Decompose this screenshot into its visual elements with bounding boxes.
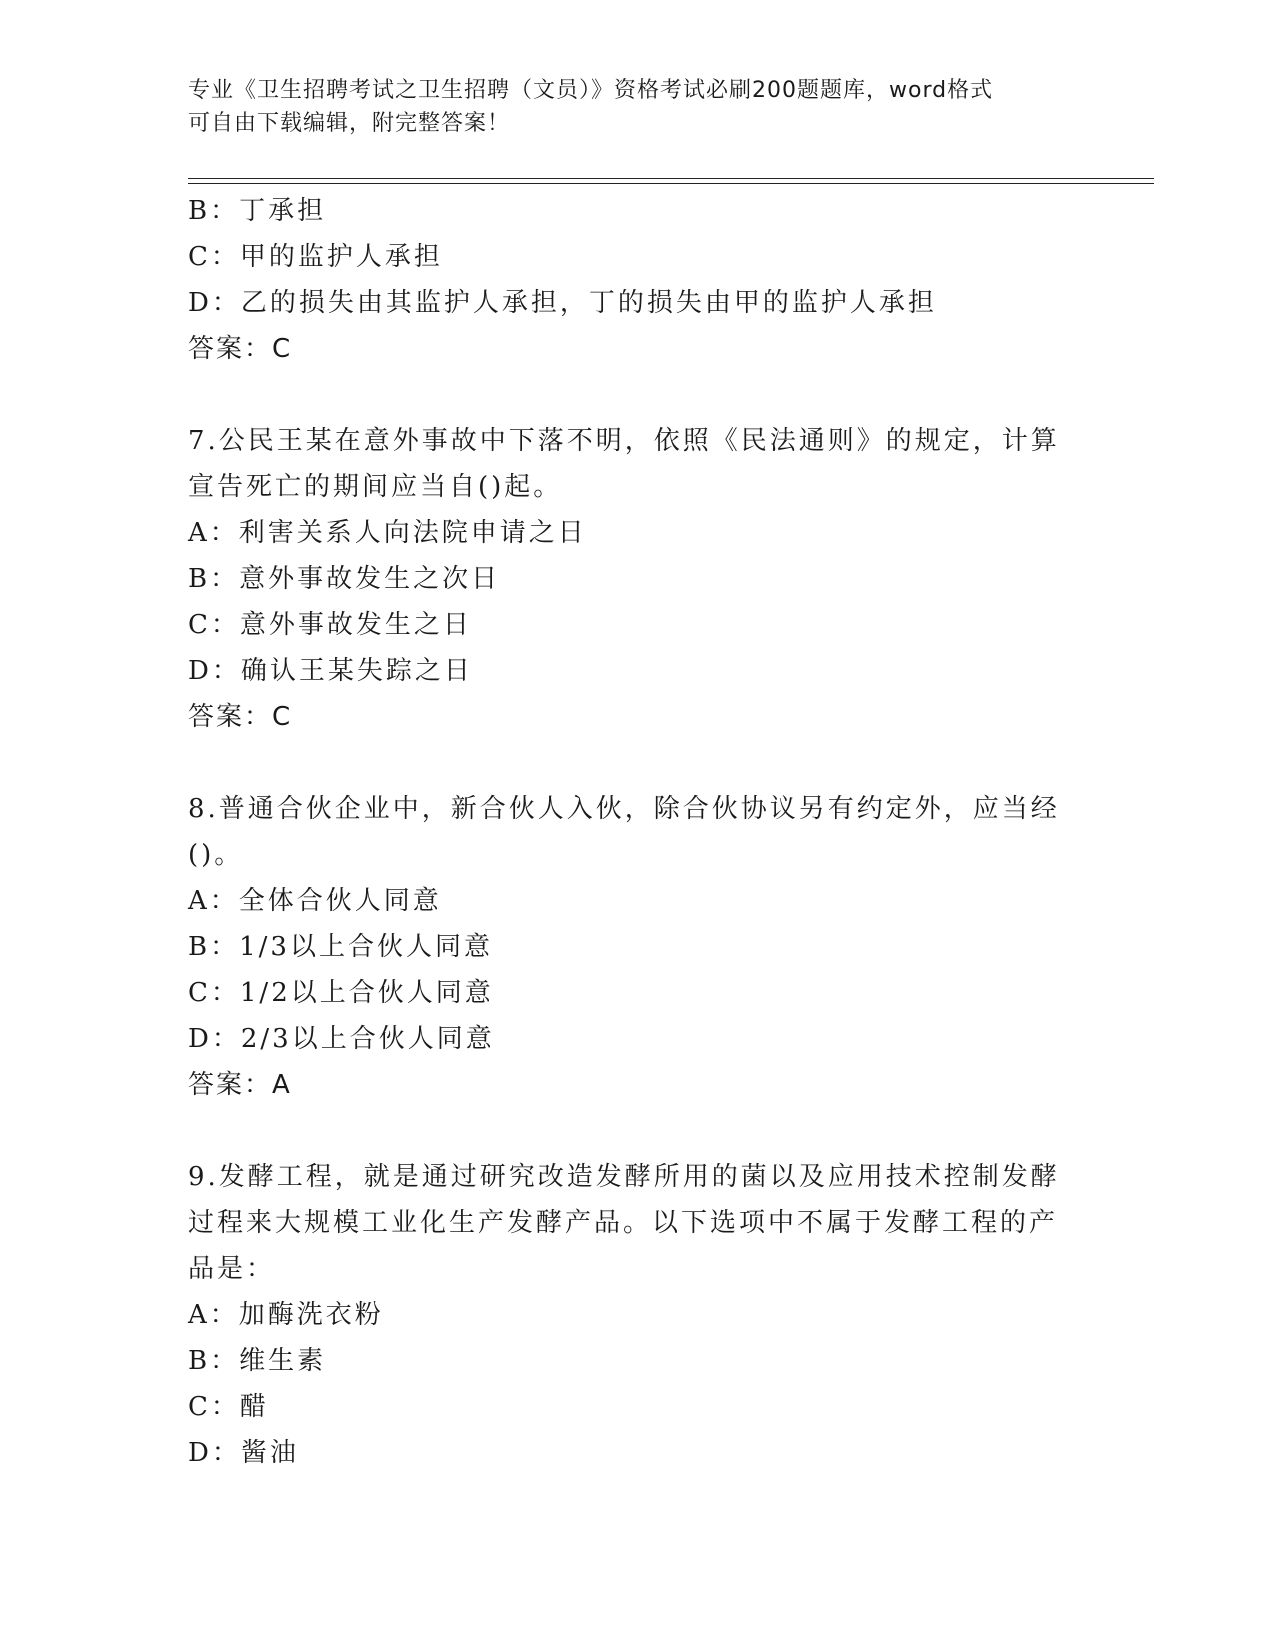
question-text-line-1: 9.发酵工程，就是通过研究改造发酵所用的菌以及应用技术控制发酵	[188, 1162, 1060, 1192]
question-text-line-2: 宣告死亡的期间应当自()起。	[188, 472, 563, 502]
option-b: B：丁承担	[188, 196, 327, 226]
question-block-9	[188, 1154, 1068, 1476]
question-text-line-1: 7.公民王某在意外事故中下落不明，依照《民法通则》的规定，计算	[188, 426, 1060, 456]
question-block-7	[188, 418, 1068, 740]
question-text-line-2: ()。	[188, 840, 244, 870]
option-b: B：1/3以上合伙人同意	[188, 932, 493, 962]
document-header	[188, 74, 1068, 140]
option-d: D：确认王某失踪之日	[188, 656, 473, 686]
spacer	[188, 740, 1068, 786]
question-list	[188, 188, 1068, 1476]
header-divider-top	[188, 178, 1154, 179]
option-d: D：酱油	[188, 1438, 299, 1468]
option-d: D：2/3以上合伙人同意	[188, 1024, 495, 1054]
spacer	[188, 1108, 1068, 1154]
option-a: A：利害关系人向法院申请之日	[188, 518, 587, 548]
option-c: C：1/2以上合伙人同意	[188, 978, 494, 1008]
option-d: D：乙的损失由其监护人承担，丁的损失由甲的监护人承担	[188, 288, 937, 318]
header-title-line-2: 可自由下载编辑，附完整答案！	[188, 111, 511, 136]
answer-line: 答案：A	[188, 1070, 292, 1100]
header-divider-bottom	[188, 183, 1154, 184]
question-text-line-1: 8.普通合伙企业中，新合伙人入伙，除合伙协议另有约定外，应当经	[188, 794, 1060, 824]
question-block-8	[188, 786, 1068, 1108]
spacer	[188, 372, 1068, 418]
question-block-6	[188, 188, 1068, 372]
header-title-line-1: 专业《卫生招聘考试之卫生招聘（文员）》资格考试必刷200题题库，word格式	[188, 78, 994, 103]
question-text-line-2: 过程来大规模工业化生产发酵产品。以下选项中不属于发酵工程的产	[188, 1208, 1059, 1238]
answer-line: 答案：C	[188, 334, 293, 364]
option-a: A：加酶洗衣粉	[188, 1300, 384, 1330]
option-a: A：全体合伙人同意	[188, 886, 442, 916]
option-c: C：甲的监护人承担	[188, 242, 443, 272]
option-b: B：维生素	[188, 1346, 327, 1376]
option-c: C：醋	[188, 1392, 269, 1422]
answer-line: 答案：C	[188, 702, 293, 732]
option-c: C：意外事故发生之日	[188, 610, 472, 640]
option-b: B：意外事故发生之次日	[188, 564, 501, 594]
question-text-line-3: 品是：	[188, 1254, 276, 1284]
